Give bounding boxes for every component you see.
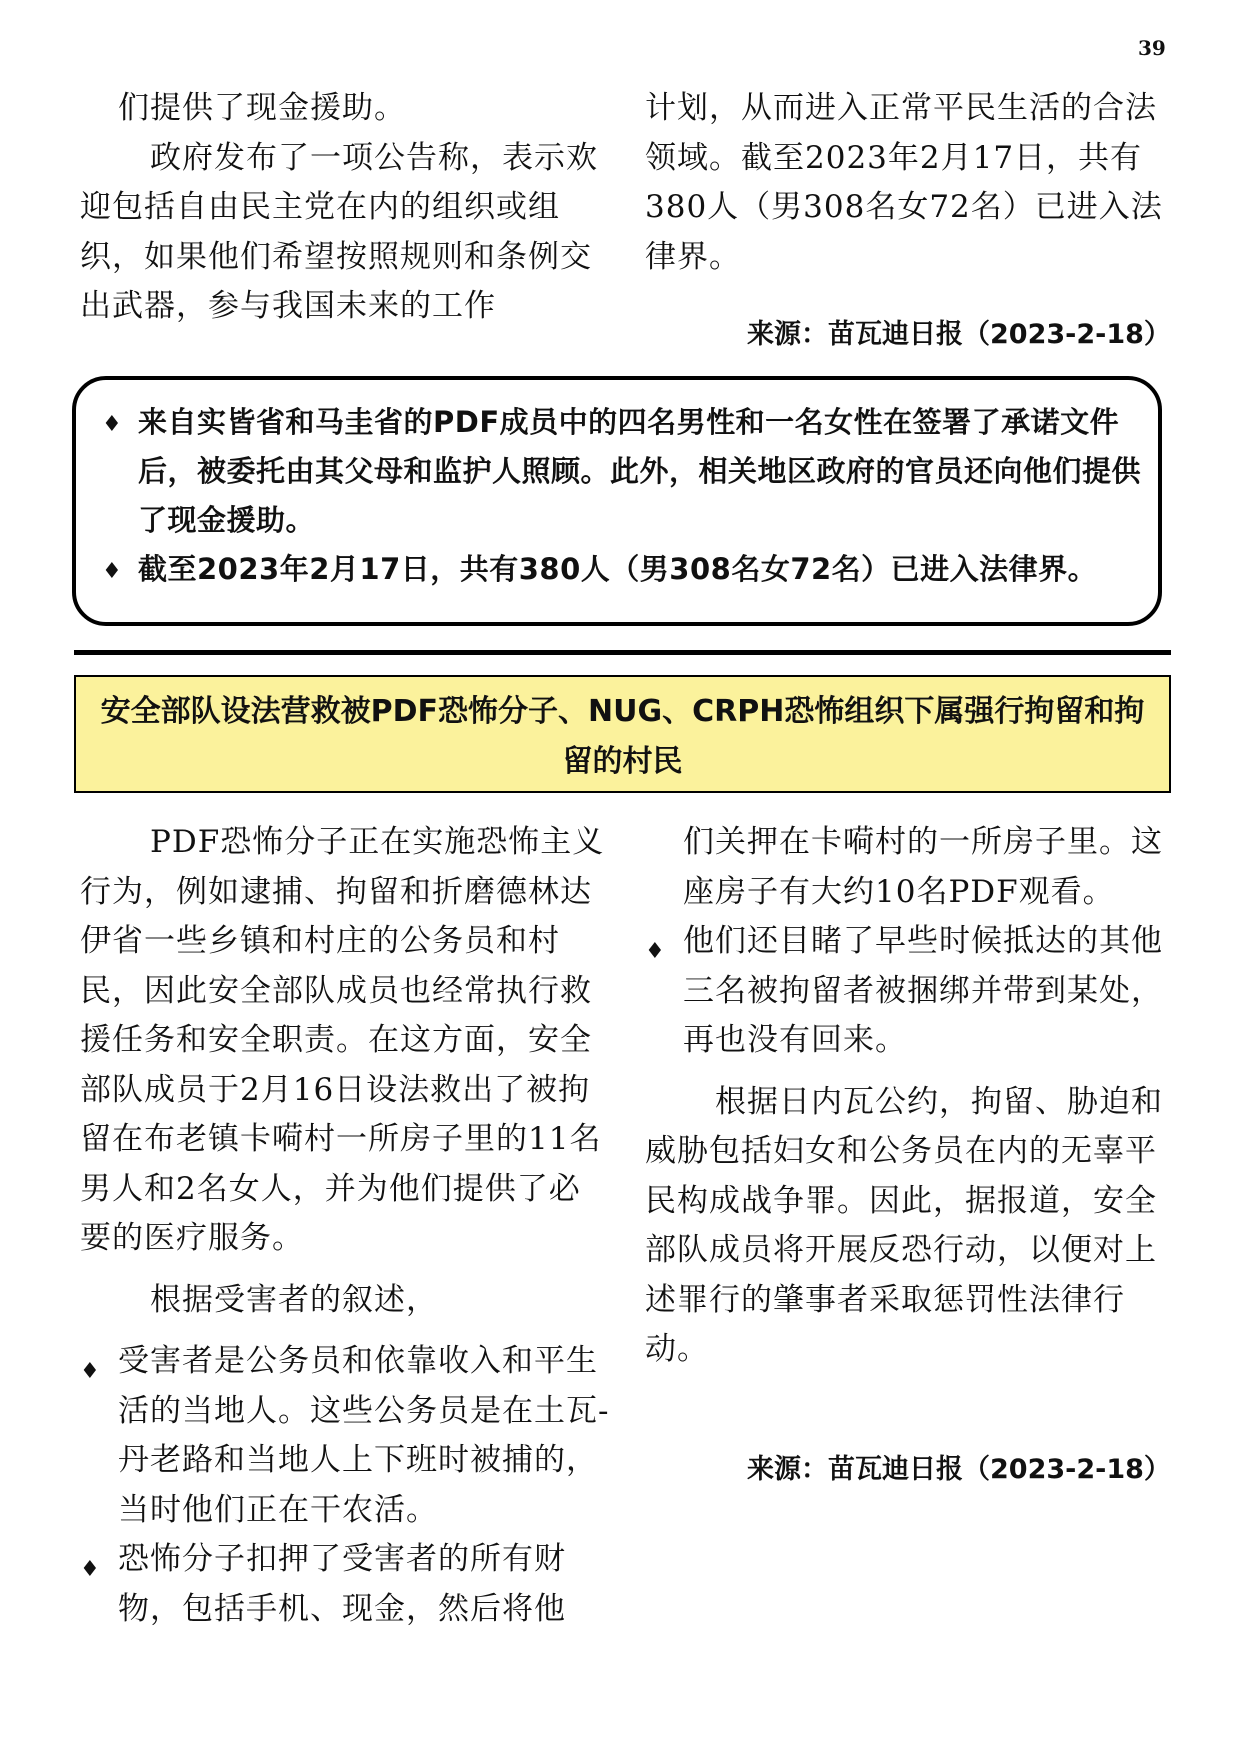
- article-paragraph: PDF恐怖分子正在实施恐怖主义行为，例如逮捕、拘留和折磨德林达伊省一些乡镇和村庄的公务员和村民，因此安全部队成员也经常执行救援任务和安全职责。在这方面，安全部队成员于2月16日设法救出了被拘留在布老镇卡嗬村一所房子里的11名男人和2名女人，并为他们提供了必要的医疗服务。: [80, 824, 605, 1256]
- victims-intro-paragraph: 根据受害者的叙述，: [150, 1281, 438, 1318]
- list-item-text: 他们还目睹了早些时候抵达的其他三名被拘留者被捆绑并带到某处，再也没有回来。: [683, 923, 1163, 1058]
- list-item: [645, 917, 1165, 1066]
- victims-list: [80, 1337, 610, 1634]
- summary-box: [72, 376, 1162, 626]
- continued-paragraph: 计划，从而进入正常平民生活的合法领域。截至2023年2月17日，共有380人（男308名女72名）已进入法律界。: [645, 90, 1163, 275]
- diamond-bullet-icon: ♦: [80, 1359, 101, 1384]
- list-item: [80, 1535, 610, 1634]
- page-number: 39: [1138, 36, 1166, 60]
- bottom-left-column: [80, 818, 610, 1634]
- section-divider: [74, 650, 1171, 655]
- summary-item: [96, 398, 1146, 545]
- source-citation-top: 来源：苗瓦迪日报（2023-2-18）: [747, 319, 1171, 350]
- geneva-paragraph: 根据日内瓦公约，拘留、胁迫和威胁包括妇女和公务员在内的无辜平民构成战争罪。因此，据报道，安全部队成员将开展反恐行动，以便对上述罪行的肇事者采取惩罚性法律行动。: [645, 1083, 1163, 1367]
- diamond-bullet-icon: ♦: [80, 1557, 101, 1582]
- bottom-right-column: [645, 818, 1165, 1375]
- article-headline: 安全部队设法营救被PDF恐怖分子、NUG、CRPH恐怖组织下属强行拘留和拘留的村民: [100, 694, 1145, 779]
- diamond-bullet-icon: ♦: [102, 559, 123, 584]
- headline-box: [74, 675, 1171, 793]
- continued-list-text: 们关押在卡嗬村的一所房子里。这座房子有大约10名PDF观看。: [683, 824, 1163, 910]
- top-left-column: [80, 84, 610, 332]
- diamond-bullet-icon: ♦: [102, 412, 123, 437]
- witness-list: [645, 917, 1165, 1066]
- summary-item: [96, 545, 1146, 594]
- summary-list: [96, 398, 1146, 594]
- diamond-bullet-icon: ♦: [645, 939, 666, 964]
- summary-item-text: 来自实皆省和马圭省的PDF成员中的四名男性和一名女性在签署了承诺文件后，被委托由其父母和监护人照顾。此外，相关地区政府的官员还向他们提供了现金援助。: [138, 405, 1142, 537]
- list-item-text: 受害者是公务员和依靠收入和平生活的当地人。这些公务员是在土瓦-丹老路和当地人上下班时被捕的，当时他们正在干农活。: [118, 1343, 610, 1528]
- summary-item-text: 截至2023年2月17日，共有380人（男308名女72名）已进入法律界。: [138, 552, 1098, 586]
- list-item: [80, 1337, 610, 1535]
- announcement-paragraph: 政府发布了一项公告称，表示欢迎包括自由民主党在内的组织或组织，如果他们希望按照规则和条例交出武器，参与我国未来的工作: [80, 139, 598, 324]
- source-citation-bottom: 来源：苗瓦迪日报（2023-2-18）: [747, 1454, 1171, 1485]
- continued-line: 们提供了现金援助。: [118, 90, 406, 126]
- top-right-column: [645, 84, 1165, 282]
- list-item-text: 恐怖分子扣押了受害者的所有财物，包括手机、现金，然后将他: [118, 1541, 566, 1627]
